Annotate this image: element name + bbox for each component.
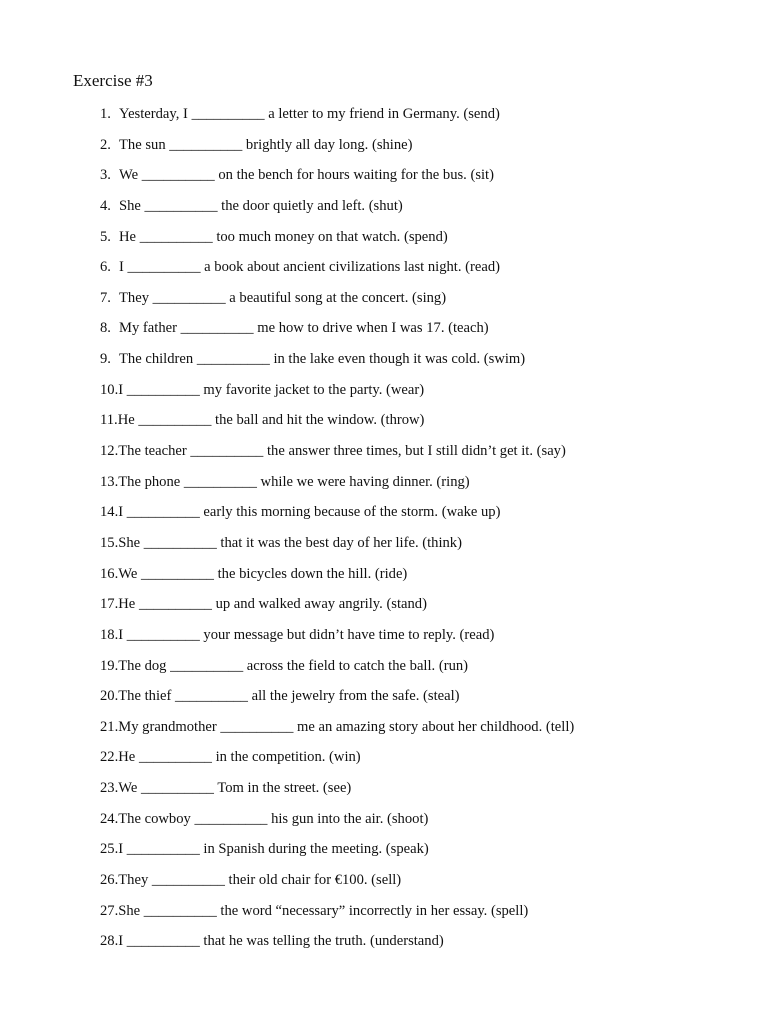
answer-blank: __________ (170, 657, 244, 674)
answer-blank: __________ (151, 872, 225, 889)
item-number: 18. (100, 626, 119, 643)
item-number: 16. (100, 565, 119, 582)
answer-blank: __________ (169, 136, 243, 153)
answer-blank: __________ (141, 780, 214, 797)
sentence-start: I (118, 933, 124, 950)
item-number: 9. (100, 351, 111, 368)
answer-blank: __________ (127, 259, 201, 276)
answer-blank: __________ (220, 718, 294, 735)
answer-blank: __________ (126, 504, 200, 521)
exercise-item (100, 746, 574, 777)
exercise-item (100, 838, 574, 869)
sentence-end: the ball and hit the window. (throw) (215, 412, 425, 429)
item-number: 7. (100, 289, 111, 306)
exercise-item (100, 808, 574, 839)
sentence-end: in the competition. (win) (215, 749, 361, 766)
sentence-end: the answer three times, but I still didn’t get it. (say) (267, 443, 566, 460)
answer-blank: __________ (141, 167, 215, 184)
sentence-end: me how to drive when I was 17. (teach) (257, 320, 489, 337)
answer-blank: __________ (175, 688, 248, 705)
exercise-item (100, 379, 574, 410)
exercise-item (100, 869, 574, 900)
sentence-start: He (118, 749, 136, 766)
answer-blank: __________ (183, 473, 257, 490)
exercise-item (100, 195, 574, 226)
exercise-item (100, 777, 574, 808)
sentence-start: He (119, 228, 137, 245)
sentence-end: all the jewelry from the safe. (steal) (251, 688, 460, 705)
exercise-item (100, 900, 574, 931)
item-number: 11. (100, 412, 118, 429)
sentence-start: The thief (118, 688, 172, 705)
sentence-end: that it was the best day of her life. (think) (220, 534, 462, 551)
exercise-item (100, 655, 574, 686)
exercise-item (100, 624, 574, 655)
answer-blank: __________ (144, 197, 218, 214)
sentence-end: the door quietly and left. (shut) (221, 197, 403, 214)
exercise-item (100, 287, 574, 318)
answer-blank: __________ (152, 289, 226, 306)
item-number: 19. (100, 657, 119, 674)
sentence-end: up and walked away angrily. (stand) (215, 596, 427, 613)
answer-blank: __________ (126, 841, 200, 858)
answer-blank: __________ (138, 412, 212, 429)
sentence-start: The cowboy (118, 810, 191, 827)
exercise-item (100, 317, 574, 348)
answer-blank: __________ (126, 933, 200, 950)
sentence-end: brightly all day long. (shine) (245, 136, 413, 153)
exercise-item (100, 593, 574, 624)
item-number: 10. (100, 381, 119, 398)
sentence-start: They (119, 289, 149, 306)
exercise-item (100, 226, 574, 257)
exercise-item (100, 532, 574, 563)
answer-blank: __________ (139, 228, 213, 245)
sentence-start: She (118, 902, 141, 919)
answer-blank: __________ (126, 626, 200, 643)
answer-blank: __________ (180, 320, 254, 337)
sentence-start: The teacher (118, 443, 187, 460)
sentence-end: Tom in the street. (see) (217, 780, 352, 797)
answer-blank: __________ (126, 381, 200, 398)
sentence-start: We (118, 780, 138, 797)
exercise-item (100, 409, 574, 440)
sentence-start: She (119, 197, 141, 214)
exercise-item (100, 134, 574, 165)
answer-blank: __________ (138, 749, 212, 766)
sentence-start: My father (119, 320, 177, 337)
item-number: 14. (100, 504, 119, 521)
item-number: 1. (100, 106, 111, 122)
answer-blank: __________ (190, 443, 264, 460)
sentence-start: We (118, 565, 138, 582)
exercise-item (100, 256, 574, 287)
answer-blank: __________ (191, 106, 265, 122)
item-number: 28. (100, 933, 119, 950)
sentence-end: in Spanish during the meeting. (speak) (203, 841, 429, 858)
sentence-start: The children (119, 351, 194, 368)
item-number: 25. (100, 841, 119, 858)
sentence-start: He (117, 412, 135, 429)
sentence-end: the bicycles down the hill. (ride) (217, 565, 408, 582)
sentence-end: a beautiful song at the concert. (sing) (229, 289, 447, 306)
item-number: 8. (100, 320, 111, 337)
sentence-start: Yesterday, I (119, 106, 188, 122)
exercise-title: Exercise #3 (73, 71, 153, 90)
item-number: 26. (100, 872, 119, 889)
sentence-start: The sun (119, 136, 166, 153)
sentence-start: They (118, 872, 149, 889)
answer-blank: __________ (194, 810, 268, 827)
item-number: 22. (100, 749, 119, 766)
sentence-end: early this morning because of the storm. (wake up) (203, 504, 501, 521)
exercise-item (100, 440, 574, 471)
exercise-item (100, 471, 574, 502)
sentence-start: I (118, 504, 124, 521)
sentence-start: We (119, 167, 139, 184)
item-number: 6. (100, 259, 111, 276)
sentence-end: my favorite jacket to the party. (wear) (203, 381, 425, 398)
item-number: 2. (100, 136, 111, 153)
sentence-end: too much money on that watch. (spend) (216, 228, 448, 245)
exercise-item (100, 685, 574, 716)
answer-blank: __________ (143, 534, 217, 551)
answer-blank: __________ (143, 902, 217, 919)
sentence-start: I (119, 259, 124, 276)
sentence-end: a book about ancient civilizations last night. (read) (204, 259, 500, 276)
item-number: 17. (100, 596, 119, 613)
sentence-start: I (118, 626, 124, 643)
answer-blank: __________ (196, 351, 270, 368)
sentence-start: He (118, 596, 136, 613)
exercise-item (100, 563, 574, 594)
sentence-start: She (118, 534, 141, 551)
item-number: 4. (100, 197, 111, 214)
exercise-item (100, 164, 574, 195)
sentence-start: The phone (118, 473, 181, 490)
sentence-start: My grandmother (118, 718, 217, 735)
sentence-end: their old chair for €100. (sell) (228, 872, 402, 889)
item-number: 27. (100, 902, 119, 919)
answer-blank: __________ (138, 596, 212, 613)
answer-blank: __________ (141, 565, 214, 582)
sentence-start: The dog (118, 657, 167, 674)
sentence-end: across the field to catch the ball. (run) (246, 657, 469, 674)
sentence-end: a letter to my friend in Germany. (send) (268, 106, 500, 122)
item-number: 5. (100, 228, 111, 245)
sentence-end: on the bench for hours waiting for the bus. (sit) (218, 167, 494, 184)
item-number: 3. (100, 167, 111, 184)
sentence-end: the word “necessary” incorrectly in her essay. (spell) (220, 902, 529, 919)
item-number: 12. (100, 443, 119, 460)
sentence-end: while we were having dinner. (ring) (260, 473, 470, 490)
exercise-item (100, 716, 574, 747)
exercise-item (100, 930, 574, 961)
item-number: 24. (100, 810, 119, 827)
sentence-end: in the lake even though it was cold. (swim) (273, 351, 526, 368)
exercise-item (100, 501, 574, 532)
item-number: 23. (100, 780, 119, 797)
sentence-end: me an amazing story about her childhood. (tell) (297, 718, 575, 735)
sentence-start: I (118, 381, 124, 398)
sentence-end: his gun into the air. (shoot) (271, 810, 429, 827)
sentence-end: that he was telling the truth. (understand) (203, 933, 444, 950)
exercise-item (100, 103, 574, 134)
sentence-end: your message but didn’t have time to reply. (read) (203, 626, 495, 643)
sentence-start: I (118, 841, 124, 858)
item-number: 13. (100, 473, 119, 490)
item-number: 15. (100, 534, 119, 551)
exercise-item (100, 348, 574, 379)
item-number: 20. (100, 688, 119, 705)
exercise-list (100, 103, 574, 961)
item-number: 21. (100, 718, 119, 735)
